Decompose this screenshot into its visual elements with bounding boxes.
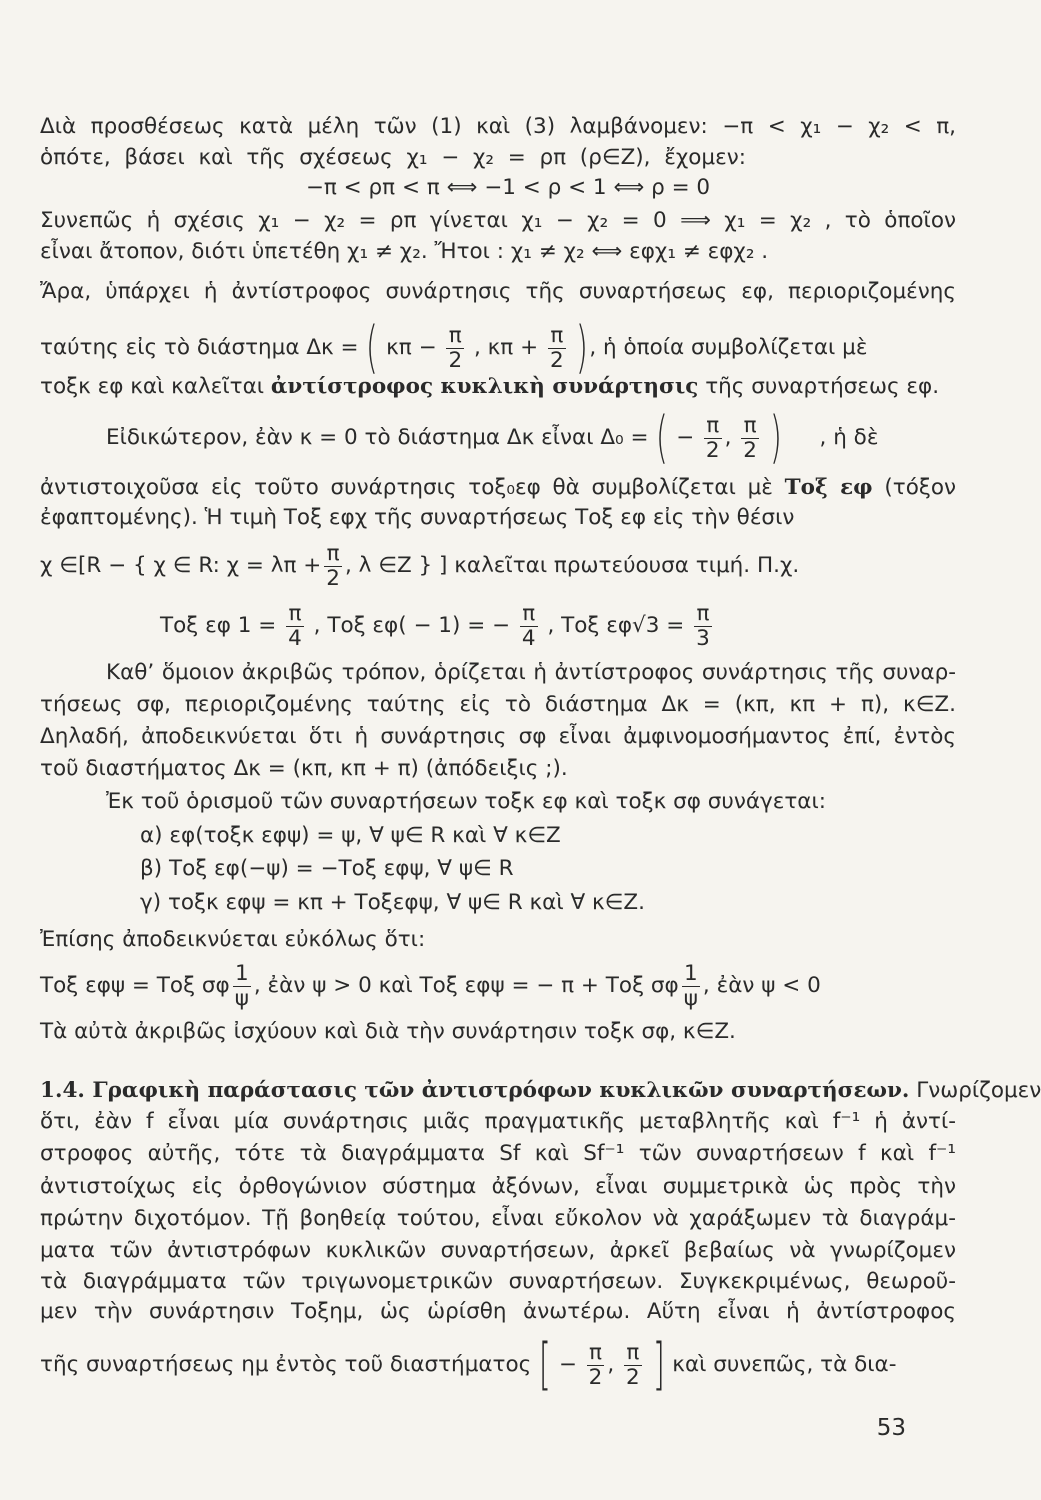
right-bracket: ] [652,1332,665,1397]
denominator: 2 [705,437,720,463]
text-line-30: ματα τῶν ἀντιστρόφων κυκλικῶν συναρτήσεων, ἀρκεῖ βεβαίως νὰ γνωρίζομεν [40,1238,956,1263]
line33-text-b: καὶ συνεπῶς, τὰ δια- [672,1352,897,1377]
text-line-26: ὅτι, ἐὰν f εἶναι μία συνάρτησις μιᾶς πραγματικῆς μεταβλητῆς καὶ f⁻¹ ἡ ἀντί- [40,1109,956,1134]
text-line-31: τὰ διαγράμματα τῶν τριγωνομετρικῶν συναρτήσεων. Συγκεκριμένως, θεωροῦ- [40,1269,956,1294]
text-line-2: ὁπότε, βάσει καὶ τῆς σχέσεως χ₁ − χ₂ = ρπ (ρ∈Z), ἔχομεν: [40,145,746,170]
text-line-29: πρώτην διχοτόμον. Τῇ βοηθείᾳ τούτου, εἶναι εὔκολον νὰ χαράξωμεν τὰ διαγράμ- [40,1206,956,1231]
text-line-27: στροφος αὐτῆς, τότε τὰ διαγράμματα Sf καὶ Sf⁻¹ τῶν συναρτήσεων f καὶ f⁻¹ [40,1141,956,1166]
line8-text-a: τοξκ εφ καὶ καλεῖται [40,374,265,399]
property-a: α) εφ(τοξκ εφψ) = ψ, ∀ ψ∈ R καὶ ∀ κ∈Z [140,823,561,848]
line23-text-c: , ἐὰν ψ < 0 [702,973,821,998]
fraction-pi-over-2 [741,414,759,463]
line7-text-c: , κπ + [473,335,539,360]
text-line-15: τήσεως σφ, περιοριζομένης ταύτης εἰς τὸ διάστημα Δκ = (κπ, κπ + π), κ∈Z. [40,692,956,717]
denominator: 3 [696,625,710,651]
text-line-22: Ἐπίσης ἀποδεικνύεται εὐκόλως ὅτι: [40,927,426,952]
text-line-9 [106,405,956,470]
line7-text-b: κπ − [386,335,437,360]
left-bracket: [ [539,1332,552,1397]
numerator: π [286,602,304,627]
denominator: 2 [549,347,564,373]
line13-text-c: , Τοξ εφ√3 = [547,613,685,638]
fraction-pi-over-2 [624,1341,642,1390]
section-heading-line [40,1076,1041,1106]
equation-line-3: −π < ρπ < π ⟺ −1 < ρ < 1 ⟺ ρ = 0 [305,175,711,200]
numerator: π [624,1341,642,1366]
text-line-10 [40,473,956,503]
fraction-pi-over-4 [520,602,538,651]
line7-text-d: , ἡ ὁποία συμβολίζεται μὲ [589,335,868,360]
left-paren: ( [366,315,379,380]
line23-text-b: , ἐὰν ψ > 0 καὶ Τοξ εφψ = − π + Τοξ σφ [253,973,679,998]
bold-term: ἀντίστροφος κυκλικὴ συνάρτησις [270,374,699,399]
text-line-4: Συνεπῶς ἡ σχέσις χ₁ − χ₂ = ρπ γίνεται χ₁ − χ₂ = 0 ⟹ χ₁ = χ₂ , τὸ ὁποῖον [40,208,956,233]
numerator: π [587,1341,605,1366]
denominator: 2 [743,437,757,463]
line8-text-c: τῆς συναρτήσεως εφ. [705,374,940,399]
denominator: 2 [448,347,463,373]
fraction-pi-over-3 [694,602,712,651]
denominator: 2 [588,1364,603,1390]
numerator: π [520,602,538,627]
numerator: π [741,414,759,439]
right-paren: ) [769,405,782,470]
text-line-32: μεν τὴν συνάρτησιν Τοξημ, ὡς ὡρίσθη ἀνωτέρω. Αὕτη εἶναι ἡ ἀντίστροφος [40,1299,956,1324]
numerator: π [704,414,722,439]
fraction-1-over-psi [682,962,700,1011]
denominator: 4 [521,625,536,651]
line10-text-c: (τόξον [884,475,956,500]
right-paren: ) [576,315,589,380]
line9-text-a: Εἰδικώτερον, ἐὰν κ = 0 τὸ διάστημα Δκ εἶναι Δ₀ = [106,425,649,450]
denominator: 2 [326,565,340,591]
line10-text-a: ἀντιστοιχοῦσα εἰς τοῦτο συνάρτησις τοξ₀εφ θὰ συμβολίζεται μὲ [40,475,773,500]
fraction-pi-over-2 [704,414,722,463]
comma: , [607,1352,615,1377]
numerator: π [324,542,342,567]
fraction-pi-over-2 [548,324,566,373]
text-line-8 [40,372,956,402]
fraction-pi-over-4 [286,602,304,651]
minus-sign: − [558,1352,577,1377]
line33-text-a: τῆς συναρτήσεως ημ ἐντὸς τοῦ διαστήματος [40,1352,532,1377]
fraction-pi-over-2 [587,1341,605,1390]
text-line-17: τοῦ διαστήματος Δκ = (κπ, κπ + π) (ἀπόδειξις ;). [40,756,568,781]
text-line-24: Τὰ αὐτὰ ἀκριβῶς ἰσχύουν καὶ διὰ τὴν συνάρτησιν τοξκ σφ, κ∈Z. [40,1019,736,1044]
text-line-5: εἶναι ἄτοπον, διότι ὑπετέθη χ₁ ≠ χ₂. Ἤτοι : χ₁ ≠ χ₂ ⟺ εφχ₁ ≠ εφχ₂ . [40,239,769,264]
fraction-1-over-psi [233,962,251,1011]
line9-text-b: , ἡ δὲ [819,425,879,450]
line13-text-a: Τοξ εφ 1 = [160,613,277,638]
text-line-18: Ἐκ τοῦ ὁρισμοῦ τῶν συναρτήσεων τοξκ εφ καὶ τοξκ σφ συνάγεται: [106,789,826,814]
text-line-11: ἐφαπτομένης). Ἡ τιμὴ Τοξ εφχ τῆς συναρτήσεως Τοξ εφ εἰς τὴν θέσιν [40,505,795,530]
text-line-33 [40,1332,956,1397]
property-c: γ) τοξκ εφψ = κπ + Τοξεφψ, ∀ ψ∈ R καὶ ∀ κ∈Z. [140,890,645,915]
line13-text-b: , Τοξ εφ( − 1) = − [313,613,511,638]
line7-text-a: ταύτης εἰς τὸ διάστημα Δκ = [40,335,359,360]
text-line-14: Καθ’ ὅμοιον ἀκριβῶς τρόπον, ὁρίζεται ἡ ἀντίστροφος συνάρτησις τῆς συναρ- [106,660,956,685]
heading-continuation: Γνωρίζομεν [916,1078,1041,1103]
text-line-12 [40,538,956,594]
left-paren: ( [656,405,669,470]
text-line-1: Διὰ προσθέσεως κατὰ μέλη τῶν (1) καὶ (3) λαμβάνομεν: −π < χ₁ − χ₂ < π, [40,114,956,139]
section-heading: 1.4. Γραφικὴ παράστασις τῶν ἀντιστρόφων κυκλικῶν συναρτήσεων. [40,1078,910,1103]
denominator: ψ [683,985,698,1011]
page-number: 53 [876,1415,906,1441]
line23-text-a: Τοξ εφψ = Τοξ σφ [40,973,230,998]
denominator: 4 [288,625,302,651]
property-b: β) Τοξ εφ(−ψ) = −Τοξ εφψ, ∀ ψ∈ R [140,856,514,881]
bold-term: Τοξ εφ [784,475,873,500]
fraction-pi-over-2 [446,324,464,373]
denominator: 2 [626,1364,640,1390]
text-line-7 [40,315,956,380]
denominator: ψ [234,985,249,1011]
fraction-pi-over-2 [324,542,342,591]
text-line-28: ἀντιστοίχως εἰς ὀρθογώνιον σύστημα ἀξόνων, εἶναι συμμετρικὰ ὡς πρὸς τὴν [40,1174,956,1199]
text-line-13 [160,598,956,654]
numerator: 1 [233,962,251,987]
numerator: π [548,324,566,349]
text-line-16: Δηλαδή, ἀποδεικνύεται ὅτι ἡ συνάρτησις σφ εἶναι ἀμφινομοσήμαντος ἐπί, ἐντὸς [40,724,956,749]
line12-text-b: , λ ∈Z } ] καλεῖται πρωτεύουσα τιμή. Π.χ. [344,553,800,578]
numerator: 1 [682,962,700,987]
text-line-23 [40,958,956,1014]
minus-sign: − [676,425,695,450]
numerator: π [694,602,712,627]
numerator: π [446,324,464,349]
comma: , [724,425,732,450]
line12-text-a: χ ∈[R − { χ ∈ R: χ = λπ + [40,553,322,578]
text-line-6: Ἄρα, ὑπάρχει ἡ ἀντίστροφος συνάρτησις τῆς συναρτήσεως εφ, περιοριζομένης [40,279,956,304]
